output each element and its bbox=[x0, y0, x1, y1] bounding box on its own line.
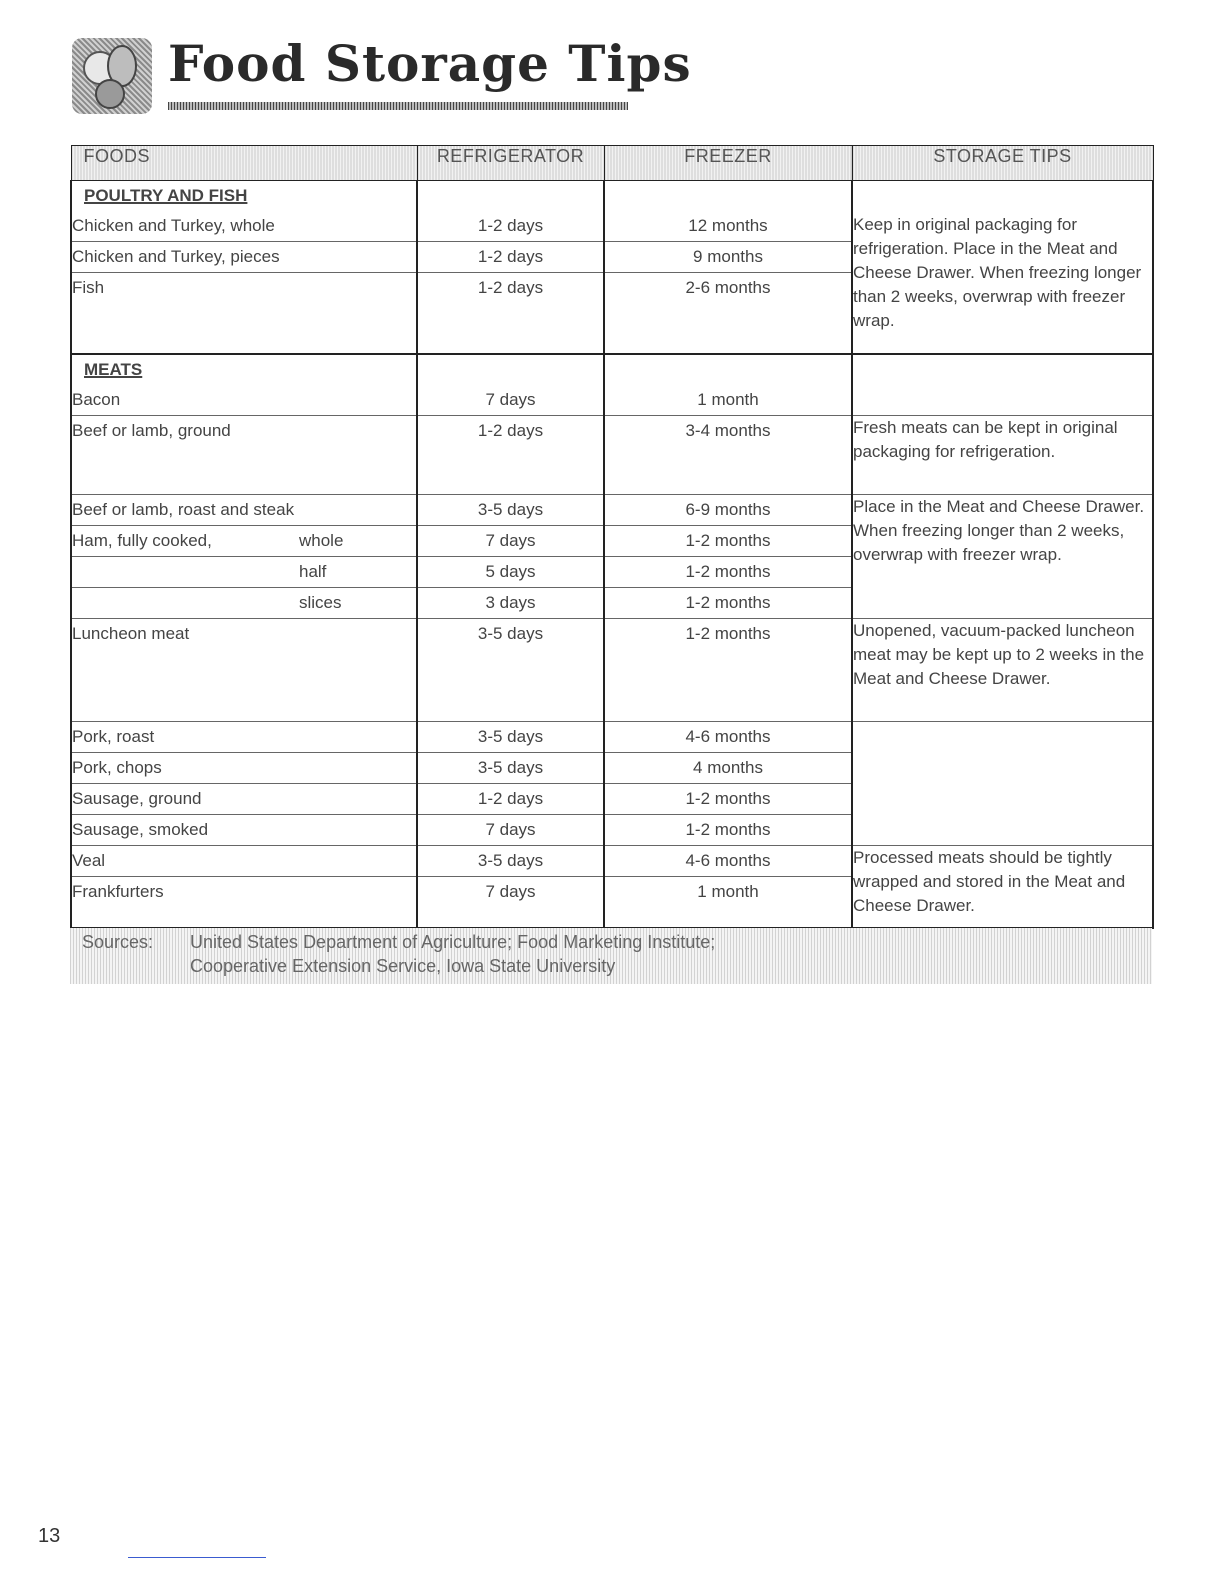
table-row bbox=[71, 846, 1153, 877]
refrigerator-time: 3-5 days bbox=[417, 753, 604, 784]
sources-label: Sources: bbox=[82, 932, 154, 952]
refrigerator-time: 7 days bbox=[417, 877, 604, 929]
food-name: Pork, chops bbox=[71, 753, 417, 784]
food-name: Sausage, smoked bbox=[71, 815, 417, 846]
food-name-sub: slices bbox=[299, 593, 342, 612]
refrigerator-time: 7 days bbox=[417, 815, 604, 846]
refrigerator-time: 5 days bbox=[417, 557, 604, 588]
category-row bbox=[71, 354, 1153, 385]
food-name: Beef or lamb, ground bbox=[71, 416, 417, 495]
refrigerator-time: 3-5 days bbox=[417, 495, 604, 526]
freezer-time: 2-6 months bbox=[604, 273, 852, 355]
header-storage-tips: STORAGE TIPS bbox=[852, 146, 1153, 181]
refrigerator-time: 3-5 days bbox=[417, 722, 604, 753]
refrigerator-time: 7 days bbox=[417, 526, 604, 557]
footer-rule bbox=[128, 1557, 266, 1558]
freezer-time: 3-4 months bbox=[604, 416, 852, 495]
freezer-time: 12 months bbox=[604, 211, 852, 242]
freezer-time: 1-2 months bbox=[604, 784, 852, 815]
tip-poultry: Keep in original packaging for refrigeration. Place in the Meat and Cheese Drawer. When freezing longer than 2 weeks, overwrap with freezer wrap. bbox=[852, 181, 1153, 355]
refrigerator-time: 3-5 days bbox=[417, 619, 604, 722]
freezer-time: 1 month bbox=[604, 385, 852, 416]
food-name: Pork, roast bbox=[71, 722, 417, 753]
category-row bbox=[71, 181, 1153, 212]
food-name: Chicken and Turkey, pieces bbox=[71, 242, 417, 273]
refrigerator-time: 7 days bbox=[417, 385, 604, 416]
refrigerator-time: 3 days bbox=[417, 588, 604, 619]
food-name: Bacon bbox=[71, 385, 417, 416]
food-name: Fish bbox=[71, 273, 417, 355]
freezer-time: 9 months bbox=[604, 242, 852, 273]
food-name bbox=[71, 557, 417, 588]
freezer-time: 1-2 months bbox=[604, 815, 852, 846]
freezer-time: 1-2 months bbox=[604, 619, 852, 722]
refrigerator-time: 1-2 days bbox=[417, 784, 604, 815]
food-name-main: Ham, fully cooked, bbox=[72, 531, 212, 550]
header-freezer: FREEZER bbox=[604, 146, 852, 181]
table-row bbox=[71, 722, 1153, 753]
header-foods: FOODS bbox=[71, 146, 417, 181]
refrigerator-time: 1-2 days bbox=[417, 273, 604, 355]
food-name-sub: half bbox=[299, 562, 327, 581]
refrigerator-time: 1-2 days bbox=[417, 242, 604, 273]
sources-line-1: United States Department of Agriculture; Food Marketing Institute; bbox=[190, 932, 716, 952]
refrigerator-time: 1-2 days bbox=[417, 211, 604, 242]
freezer-time: 1 month bbox=[604, 877, 852, 929]
food-name bbox=[71, 526, 417, 557]
header-refrigerator: REFRIGERATOR bbox=[417, 146, 604, 181]
table-row bbox=[71, 495, 1153, 526]
tip-empty bbox=[852, 722, 1153, 846]
tip-fresh-meats: Fresh meats can be kept in original packaging for refrigeration. bbox=[852, 416, 1153, 495]
category-meats: MEATS bbox=[71, 354, 417, 385]
tip-meat-drawer: Place in the Meat and Cheese Drawer. When freezing longer than 2 weeks, overwrap with freezer wrap. bbox=[852, 495, 1153, 619]
sources-line-2: Cooperative Extension Service, Iowa State University bbox=[190, 956, 616, 976]
freezer-time: 4-6 months bbox=[604, 722, 852, 753]
freezer-time: 1-2 months bbox=[604, 526, 852, 557]
category-poultry-and-fish: POULTRY AND FISH bbox=[71, 181, 417, 212]
title-underline bbox=[168, 102, 628, 110]
freezer-time: 4 months bbox=[604, 753, 852, 784]
food-name: Chicken and Turkey, whole bbox=[71, 211, 417, 242]
page-title: Food Storage Tips bbox=[168, 34, 692, 93]
tip-empty bbox=[852, 354, 1153, 416]
table-row bbox=[71, 619, 1153, 722]
table-row bbox=[71, 416, 1153, 495]
food-name: Sausage, ground bbox=[71, 784, 417, 815]
food-name: Veal bbox=[71, 846, 417, 877]
freezer-time: 1-2 months bbox=[604, 588, 852, 619]
freezer-time: 6-9 months bbox=[604, 495, 852, 526]
food-name: Luncheon meat bbox=[71, 619, 417, 722]
page-header bbox=[72, 32, 692, 116]
refrigerator-time: 1-2 days bbox=[417, 416, 604, 495]
tip-luncheon-meat: Unopened, vacuum-packed luncheon meat may be kept up to 2 weeks in the Meat and Cheese Drawer. bbox=[852, 619, 1153, 722]
food-name bbox=[71, 588, 417, 619]
sources-box bbox=[70, 928, 1152, 984]
tip-processed-meats: Processed meats should be tightly wrapped and stored in the Meat and Cheese Drawer. bbox=[852, 846, 1153, 929]
table-header-row bbox=[71, 146, 1153, 181]
food-name: Frankfurters bbox=[71, 877, 417, 929]
food-storage-table bbox=[70, 145, 1154, 929]
refrigerator-time: 3-5 days bbox=[417, 846, 604, 877]
food-name: Beef or lamb, roast and steak bbox=[71, 495, 417, 526]
freezer-time: 4-6 months bbox=[604, 846, 852, 877]
page-number: 13 bbox=[38, 1525, 61, 1547]
freezer-time: 1-2 months bbox=[604, 557, 852, 588]
food-basket-icon bbox=[72, 38, 152, 114]
food-name-sub: whole bbox=[299, 531, 344, 550]
